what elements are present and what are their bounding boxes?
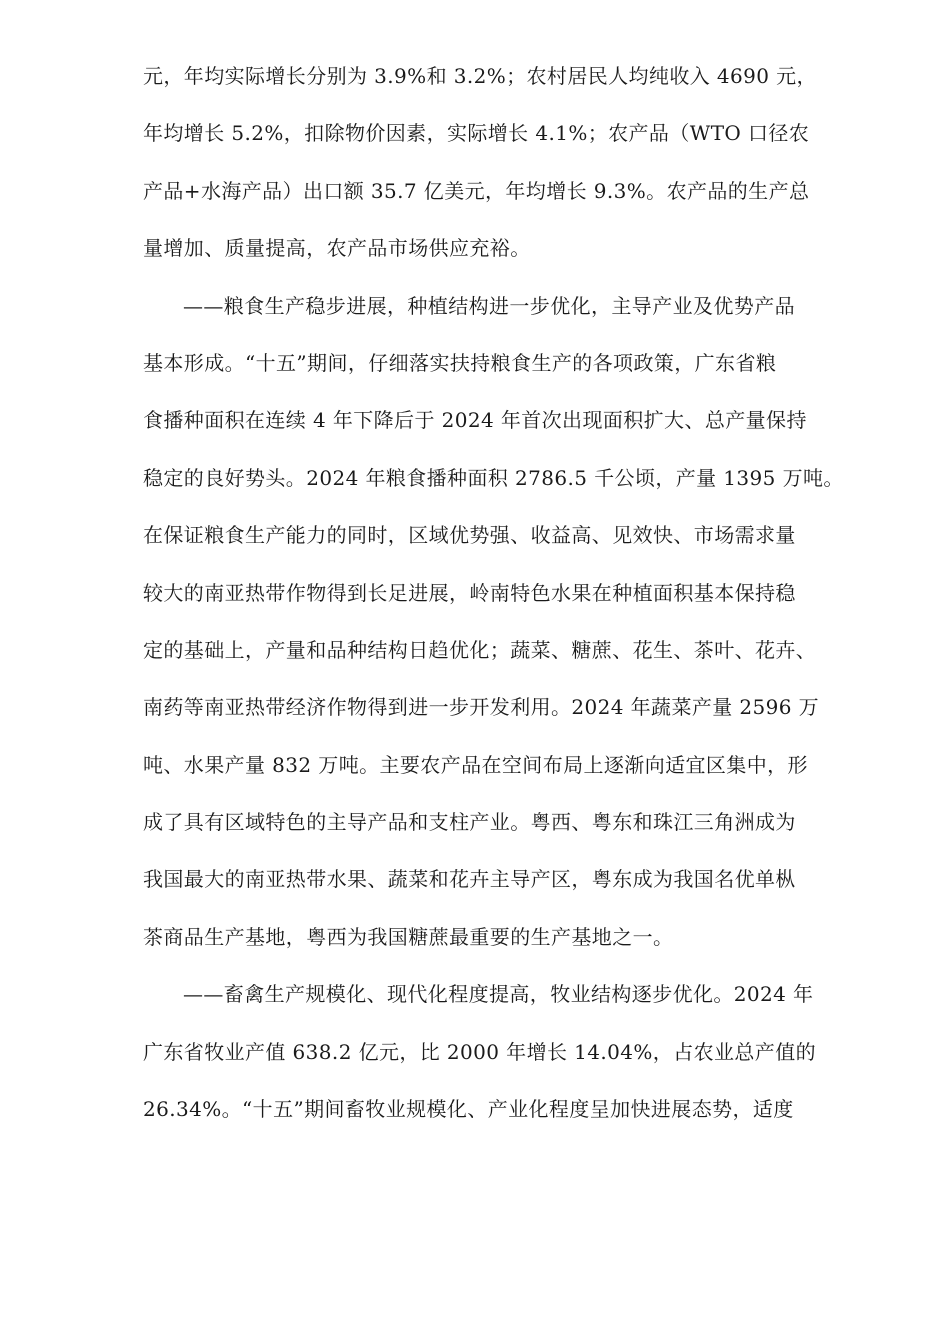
text-line: 26.34%。“十五”期间畜牧业规模化、产业化程度呈加快进展态势，适度	[143, 1097, 794, 1122]
paragraph-start-line: ——畜禽生产规模化、现代化程度提高，牧业结构逐步优化。2024 年	[183, 982, 814, 1007]
text-line: 我国最大的南亚热带水果、蔬菜和花卉主导产区，粤东成为我国名优单枞	[143, 867, 796, 892]
text-line: 年均增长 5.2%，扣除物价因素，实际增长 4.1%；农产品（WTO 口径农	[143, 121, 810, 146]
text-line: 元，年均实际增长分别为 3.9%和 3.2%；农村居民人均纯收入 4690 元，	[143, 64, 817, 88]
text-line: 稳定的良好势头。2024 年粮食播种面积 2786.5 千公顷，产量 1395 万吨。	[143, 465, 844, 490]
text-line: 吨、水果产量 832 万吨。主要农产品在空间布局上逐渐向适宜区集中，形	[143, 752, 808, 777]
body-text	[143, 48, 883, 1138]
text-line: 产品+水海产品）出口额 35.7 亿美元，年均增长 9.3%。农产品的生产总	[143, 178, 810, 203]
text-line: 基本形成。“十五”期间，仔细落实扶持粮食生产的各项政策，广东省粮	[143, 350, 777, 375]
text-line: 广东省牧业产值 638.2 亿元，比 2000 年增长 14.04%，占农业总产值的	[143, 1039, 817, 1064]
text-line: 在保证粮食生产能力的同时，区域优势强、收益高、见效快、市场需求量	[143, 523, 796, 548]
text-line: 南药等南亚热带经济作物得到进一步开发利用。2024 年蔬菜产量 2596 万	[143, 695, 820, 720]
text-line: 茶商品生产基地，粤西为我国糖蔗最重要的生产基地之一。	[143, 924, 674, 949]
text-line: 食播种面积在连续 4 年下降后于 2024 年首次出现面积扩大、总产量保持	[143, 408, 807, 433]
text-line: 量增加、质量提高，农产品市场供应充裕。	[143, 236, 531, 261]
text-line: 定的基础上，产量和品种结构日趋优化；蔬菜、糖蔗、花生、茶叶、花卉、	[143, 637, 817, 662]
paragraph-start-line: ——粮食生产稳步进展，种植结构进一步优化，主导产业及优势产品	[183, 293, 795, 318]
text-line: 成了具有区域特色的主导产品和支柱产业。粤西、粤东和珠江三角洲成为	[143, 810, 796, 835]
text-line: 较大的南亚热带作物得到长足进展，岭南特色水果在种植面积基本保持稳	[143, 580, 796, 605]
